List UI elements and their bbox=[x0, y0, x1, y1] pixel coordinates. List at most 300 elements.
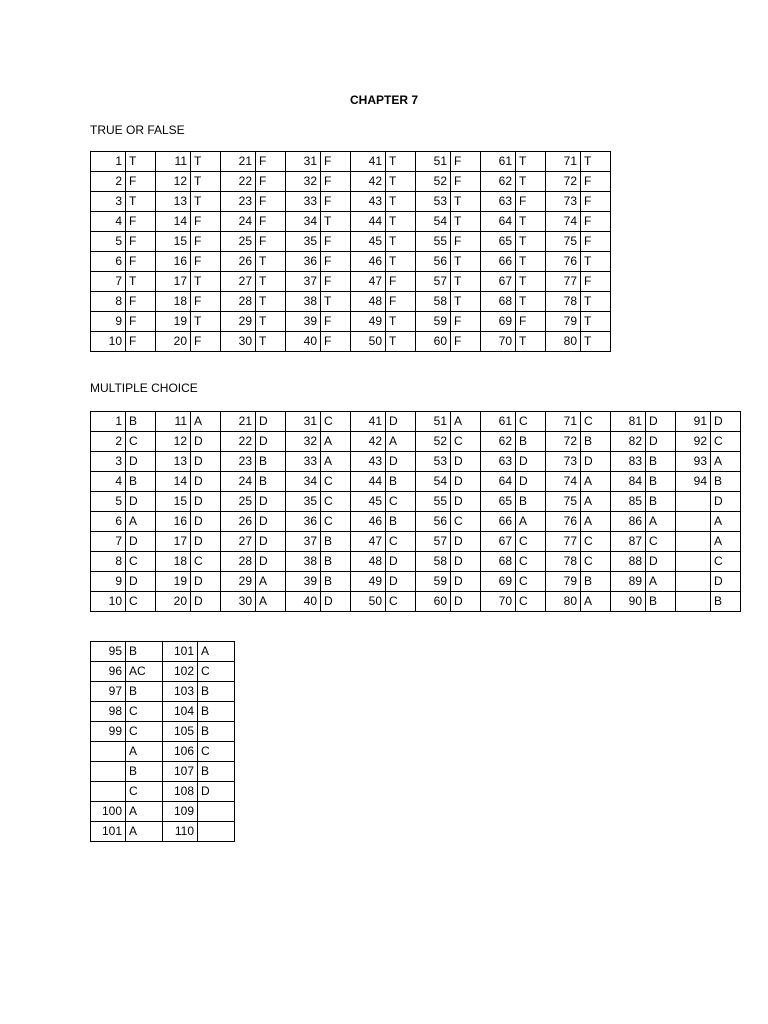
question-number: 58 bbox=[416, 552, 451, 572]
question-number: 83 bbox=[611, 452, 646, 472]
answer-cell: D bbox=[711, 492, 741, 512]
answer-cell: C bbox=[126, 702, 163, 722]
question-number: 7 bbox=[91, 272, 126, 292]
answer-cell: F bbox=[191, 232, 221, 252]
answer-cell: B bbox=[516, 492, 546, 512]
answer-cell: F bbox=[191, 212, 221, 232]
question-number: 35 bbox=[286, 232, 321, 252]
answer-cell: C bbox=[198, 662, 235, 682]
answer-cell: A bbox=[581, 592, 611, 612]
answer-cell: A bbox=[321, 432, 351, 452]
answer-row bbox=[91, 822, 235, 842]
answer-cell: D bbox=[126, 572, 156, 592]
answer-cell: T bbox=[516, 212, 546, 232]
answer-cell: C bbox=[321, 492, 351, 512]
question-number: 62 bbox=[481, 432, 516, 452]
answer-row bbox=[91, 682, 235, 702]
question-number: 53 bbox=[416, 452, 451, 472]
answer-cell: F bbox=[256, 152, 286, 172]
answer-cell: D bbox=[516, 452, 546, 472]
question-number: 70 bbox=[481, 592, 516, 612]
answer-cell: AC bbox=[126, 662, 163, 682]
answer-cell: B bbox=[126, 472, 156, 492]
question-number: 64 bbox=[481, 212, 516, 232]
question-number: 105 bbox=[163, 722, 198, 742]
answer-cell: C bbox=[126, 432, 156, 452]
answer-cell: D bbox=[256, 412, 286, 432]
question-number: 99 bbox=[91, 722, 126, 742]
answer-cell: D bbox=[451, 552, 481, 572]
answer-cell: T bbox=[256, 292, 286, 312]
question-number: 15 bbox=[156, 232, 191, 252]
question-number: 37 bbox=[286, 532, 321, 552]
question-number: 32 bbox=[286, 432, 321, 452]
answer-cell: T bbox=[256, 252, 286, 272]
question-number: 71 bbox=[546, 152, 581, 172]
answer-row bbox=[91, 642, 235, 662]
answer-cell: A bbox=[646, 572, 676, 592]
question-number: 6 bbox=[91, 512, 126, 532]
answer-cell: D bbox=[191, 452, 221, 472]
question-number: 46 bbox=[351, 512, 386, 532]
answer-cell: C bbox=[321, 412, 351, 432]
question-number: 50 bbox=[351, 592, 386, 612]
answer-cell: D bbox=[516, 472, 546, 492]
question-number: 23 bbox=[221, 192, 256, 212]
question-number: 5 bbox=[91, 232, 126, 252]
question-number: 44 bbox=[351, 212, 386, 232]
question-number: 66 bbox=[481, 252, 516, 272]
question-number: 36 bbox=[286, 512, 321, 532]
answer-cell: D bbox=[191, 472, 221, 492]
question-number: 72 bbox=[546, 432, 581, 452]
question-number: 8 bbox=[91, 552, 126, 572]
answer-row bbox=[91, 252, 611, 272]
answer-cell: D bbox=[646, 412, 676, 432]
question-number: 85 bbox=[611, 492, 646, 512]
answer-cell: A bbox=[321, 452, 351, 472]
question-number: 11 bbox=[156, 412, 191, 432]
question-number: 3 bbox=[91, 452, 126, 472]
question-number: 68 bbox=[481, 292, 516, 312]
question-number: 73 bbox=[546, 452, 581, 472]
question-number: 42 bbox=[351, 172, 386, 192]
question-number: 7 bbox=[91, 532, 126, 552]
answer-cell: B bbox=[386, 512, 416, 532]
answer-cell: F bbox=[321, 152, 351, 172]
question-number: 41 bbox=[351, 152, 386, 172]
answer-cell: D bbox=[451, 472, 481, 492]
answer-cell: C bbox=[126, 722, 163, 742]
question-number: 98 bbox=[91, 702, 126, 722]
question-number: 82 bbox=[611, 432, 646, 452]
question-number: 20 bbox=[156, 332, 191, 352]
answer-cell: F bbox=[451, 312, 481, 332]
question-number: 22 bbox=[221, 172, 256, 192]
answer-cell: C bbox=[711, 552, 741, 572]
answer-cell: D bbox=[646, 552, 676, 572]
question-number: 34 bbox=[286, 212, 321, 232]
question-number: 97 bbox=[91, 682, 126, 702]
answer-cell: F bbox=[191, 332, 221, 352]
question-number: 34 bbox=[286, 472, 321, 492]
answer-cell: C bbox=[516, 412, 546, 432]
question-number: 15 bbox=[156, 492, 191, 512]
answer-cell: D bbox=[126, 492, 156, 512]
answer-cell: F bbox=[321, 192, 351, 212]
question-number: 69 bbox=[481, 312, 516, 332]
question-number: 19 bbox=[156, 572, 191, 592]
answer-row bbox=[91, 152, 611, 172]
answer-row bbox=[91, 472, 741, 492]
question-number: 107 bbox=[163, 762, 198, 782]
answer-cell: F bbox=[256, 232, 286, 252]
answer-cell: T bbox=[386, 152, 416, 172]
question-number: 51 bbox=[416, 152, 451, 172]
question-number: 37 bbox=[286, 272, 321, 292]
answer-cell: T bbox=[451, 272, 481, 292]
question-number: 30 bbox=[221, 332, 256, 352]
answer-cell: T bbox=[581, 152, 611, 172]
answer-cell: B bbox=[126, 642, 163, 662]
answer-cell: A bbox=[126, 512, 156, 532]
answer-cell: C bbox=[646, 532, 676, 552]
answer-cell: T bbox=[256, 312, 286, 332]
question-number: 65 bbox=[481, 232, 516, 252]
question-number: 4 bbox=[91, 212, 126, 232]
answer-row bbox=[91, 722, 235, 742]
question-number: 72 bbox=[546, 172, 581, 192]
answer-cell: B bbox=[386, 472, 416, 492]
question-number: 45 bbox=[351, 492, 386, 512]
question-number: 73 bbox=[546, 192, 581, 212]
question-number: 30 bbox=[221, 592, 256, 612]
answer-cell: F bbox=[321, 252, 351, 272]
answer-cell: D bbox=[451, 452, 481, 472]
question-number: 20 bbox=[156, 592, 191, 612]
question-number: 63 bbox=[481, 452, 516, 472]
question-number: 56 bbox=[416, 252, 451, 272]
answer-cell: T bbox=[191, 312, 221, 332]
question-number: 9 bbox=[91, 572, 126, 592]
answer-cell: A bbox=[581, 512, 611, 532]
question-number: 100 bbox=[91, 802, 126, 822]
answer-cell: F bbox=[256, 192, 286, 212]
answer-cell: F bbox=[321, 232, 351, 252]
question-number: 61 bbox=[481, 412, 516, 432]
question-number bbox=[676, 592, 711, 612]
question-number: 9 bbox=[91, 312, 126, 332]
question-number: 52 bbox=[416, 172, 451, 192]
answer-cell: A bbox=[256, 572, 286, 592]
answer-cell: A bbox=[126, 742, 163, 762]
answer-cell: D bbox=[191, 572, 221, 592]
answer-cell: C bbox=[711, 432, 741, 452]
answer-cell: B bbox=[198, 762, 235, 782]
answer-cell: F bbox=[126, 172, 156, 192]
answer-cell: F bbox=[451, 152, 481, 172]
answer-cell: D bbox=[126, 532, 156, 552]
answer-row bbox=[91, 212, 611, 232]
question-number: 78 bbox=[546, 292, 581, 312]
answer-cell: T bbox=[516, 272, 546, 292]
question-number: 13 bbox=[156, 192, 191, 212]
answer-cell: F bbox=[581, 232, 611, 252]
question-number: 36 bbox=[286, 252, 321, 272]
answer-cell: F bbox=[451, 232, 481, 252]
question-number: 90 bbox=[611, 592, 646, 612]
question-number: 102 bbox=[163, 662, 198, 682]
answer-cell: D bbox=[191, 512, 221, 532]
answer-cell: C bbox=[321, 512, 351, 532]
question-number: 60 bbox=[416, 332, 451, 352]
answer-cell: T bbox=[451, 192, 481, 212]
answer-cell: C bbox=[516, 532, 546, 552]
answer-cell: B bbox=[126, 412, 156, 432]
answer-cell: D bbox=[256, 532, 286, 552]
answer-cell: T bbox=[321, 292, 351, 312]
answer-cell: T bbox=[256, 332, 286, 352]
question-number: 76 bbox=[546, 252, 581, 272]
question-number bbox=[91, 782, 126, 802]
answer-row bbox=[91, 742, 235, 762]
question-number: 17 bbox=[156, 532, 191, 552]
question-number: 33 bbox=[286, 192, 321, 212]
question-number: 64 bbox=[481, 472, 516, 492]
question-number: 110 bbox=[163, 822, 198, 842]
answer-row bbox=[91, 452, 741, 472]
question-number: 19 bbox=[156, 312, 191, 332]
question-number: 54 bbox=[416, 212, 451, 232]
answer-cell: C bbox=[126, 592, 156, 612]
question-number: 5 bbox=[91, 492, 126, 512]
question-number: 79 bbox=[546, 572, 581, 592]
question-number: 45 bbox=[351, 232, 386, 252]
answer-cell bbox=[198, 802, 235, 822]
answer-cell: F bbox=[516, 312, 546, 332]
question-number: 46 bbox=[351, 252, 386, 272]
answer-cell: B bbox=[126, 682, 163, 702]
question-number: 13 bbox=[156, 452, 191, 472]
question-number: 79 bbox=[546, 312, 581, 332]
answer-cell: T bbox=[451, 292, 481, 312]
question-number: 55 bbox=[416, 492, 451, 512]
answer-cell: B bbox=[646, 492, 676, 512]
question-number: 77 bbox=[546, 532, 581, 552]
question-number: 106 bbox=[163, 742, 198, 762]
question-number: 78 bbox=[546, 552, 581, 572]
answer-cell: B bbox=[646, 592, 676, 612]
question-number: 92 bbox=[676, 432, 711, 452]
question-number: 42 bbox=[351, 432, 386, 452]
question-number: 38 bbox=[286, 292, 321, 312]
answer-cell: F bbox=[516, 192, 546, 212]
answer-cell: T bbox=[126, 272, 156, 292]
answer-row bbox=[91, 512, 741, 532]
question-number: 50 bbox=[351, 332, 386, 352]
answer-cell: F bbox=[191, 292, 221, 312]
answer-cell: T bbox=[516, 152, 546, 172]
answer-row bbox=[91, 312, 611, 332]
question-number: 10 bbox=[91, 592, 126, 612]
answer-cell: B bbox=[256, 472, 286, 492]
question-number: 21 bbox=[221, 152, 256, 172]
answer-cell: C bbox=[321, 472, 351, 492]
question-number: 67 bbox=[481, 532, 516, 552]
answer-cell: B bbox=[126, 762, 163, 782]
answer-cell: B bbox=[581, 432, 611, 452]
answer-cell: F bbox=[256, 172, 286, 192]
question-number: 14 bbox=[156, 212, 191, 232]
answer-cell: D bbox=[711, 412, 741, 432]
answer-cell: T bbox=[126, 152, 156, 172]
answer-row bbox=[91, 782, 235, 802]
question-number: 31 bbox=[286, 412, 321, 432]
answer-cell: T bbox=[386, 332, 416, 352]
answer-cell: F bbox=[581, 272, 611, 292]
answer-row bbox=[91, 292, 611, 312]
question-number: 43 bbox=[351, 452, 386, 472]
answer-cell: D bbox=[386, 412, 416, 432]
answer-cell: F bbox=[451, 332, 481, 352]
question-number: 104 bbox=[163, 702, 198, 722]
answer-cell: D bbox=[321, 592, 351, 612]
question-number: 80 bbox=[546, 332, 581, 352]
question-number: 12 bbox=[156, 172, 191, 192]
answer-cell: F bbox=[321, 312, 351, 332]
question-number: 101 bbox=[91, 822, 126, 842]
question-number: 18 bbox=[156, 292, 191, 312]
answer-cell: T bbox=[386, 312, 416, 332]
question-number: 12 bbox=[156, 432, 191, 452]
answer-cell: A bbox=[126, 802, 163, 822]
answer-cell: T bbox=[516, 292, 546, 312]
question-number: 24 bbox=[221, 212, 256, 232]
answer-cell: A bbox=[256, 592, 286, 612]
question-number: 93 bbox=[676, 452, 711, 472]
answer-cell: C bbox=[516, 572, 546, 592]
question-number: 87 bbox=[611, 532, 646, 552]
question-number: 28 bbox=[221, 292, 256, 312]
question-number: 89 bbox=[611, 572, 646, 592]
answer-row bbox=[91, 412, 741, 432]
question-number: 44 bbox=[351, 472, 386, 492]
answer-cell: F bbox=[321, 332, 351, 352]
question-number: 1 bbox=[91, 152, 126, 172]
answer-cell: A bbox=[451, 412, 481, 432]
answer-cell: D bbox=[126, 452, 156, 472]
question-number: 49 bbox=[351, 312, 386, 332]
question-number: 71 bbox=[546, 412, 581, 432]
question-number: 39 bbox=[286, 572, 321, 592]
answer-cell: C bbox=[198, 742, 235, 762]
answer-cell: F bbox=[256, 212, 286, 232]
question-number: 95 bbox=[91, 642, 126, 662]
answer-cell: D bbox=[191, 432, 221, 452]
question-number: 57 bbox=[416, 272, 451, 292]
answer-cell: T bbox=[126, 192, 156, 212]
answer-cell: C bbox=[581, 552, 611, 572]
answer-cell: F bbox=[386, 272, 416, 292]
question-number: 70 bbox=[481, 332, 516, 352]
answer-cell: A bbox=[711, 512, 741, 532]
answer-cell: C bbox=[386, 532, 416, 552]
question-number: 59 bbox=[416, 312, 451, 332]
answer-cell: D bbox=[386, 552, 416, 572]
answer-cell: T bbox=[516, 332, 546, 352]
question-number bbox=[676, 552, 711, 572]
question-number: 88 bbox=[611, 552, 646, 572]
question-number: 51 bbox=[416, 412, 451, 432]
question-number bbox=[676, 512, 711, 532]
question-number: 48 bbox=[351, 552, 386, 572]
answer-cell: B bbox=[321, 572, 351, 592]
question-number: 17 bbox=[156, 272, 191, 292]
question-number: 61 bbox=[481, 152, 516, 172]
answer-cell: F bbox=[126, 232, 156, 252]
answer-cell: B bbox=[321, 532, 351, 552]
question-number: 40 bbox=[286, 592, 321, 612]
answer-cell: D bbox=[191, 592, 221, 612]
question-number: 14 bbox=[156, 472, 191, 492]
question-number: 68 bbox=[481, 552, 516, 572]
answer-cell: T bbox=[581, 312, 611, 332]
answer-cell: C bbox=[126, 552, 156, 572]
answer-cell: C bbox=[386, 492, 416, 512]
answer-cell: D bbox=[451, 592, 481, 612]
answer-cell: F bbox=[581, 172, 611, 192]
question-number: 109 bbox=[163, 802, 198, 822]
question-number bbox=[91, 742, 126, 762]
question-number: 25 bbox=[221, 232, 256, 252]
question-number: 75 bbox=[546, 232, 581, 252]
question-number: 76 bbox=[546, 512, 581, 532]
answer-cell: T bbox=[191, 152, 221, 172]
question-number: 49 bbox=[351, 572, 386, 592]
answer-cell: A bbox=[198, 642, 235, 662]
answer-row bbox=[91, 432, 741, 452]
multiple-choice-heading: MULTIPLE CHOICE bbox=[90, 381, 198, 395]
answer-cell: C bbox=[581, 532, 611, 552]
answer-cell: D bbox=[386, 572, 416, 592]
answer-cell: F bbox=[191, 252, 221, 272]
answer-cell: T bbox=[386, 212, 416, 232]
answer-cell: F bbox=[386, 292, 416, 312]
answer-cell: A bbox=[711, 452, 741, 472]
question-number: 29 bbox=[221, 312, 256, 332]
answer-row bbox=[91, 492, 741, 512]
answer-cell: A bbox=[386, 432, 416, 452]
answer-cell: F bbox=[451, 172, 481, 192]
question-number: 16 bbox=[156, 252, 191, 272]
answer-cell: D bbox=[581, 452, 611, 472]
question-number: 21 bbox=[221, 412, 256, 432]
answer-row bbox=[91, 662, 235, 682]
question-number: 1 bbox=[91, 412, 126, 432]
question-number: 27 bbox=[221, 532, 256, 552]
question-number: 53 bbox=[416, 192, 451, 212]
answer-cell: F bbox=[126, 292, 156, 312]
question-number: 22 bbox=[221, 432, 256, 452]
answer-cell: B bbox=[198, 722, 235, 742]
question-number: 77 bbox=[546, 272, 581, 292]
question-number: 57 bbox=[416, 532, 451, 552]
answer-row bbox=[91, 192, 611, 212]
answer-cell: T bbox=[516, 252, 546, 272]
question-number: 94 bbox=[676, 472, 711, 492]
question-number: 8 bbox=[91, 292, 126, 312]
question-number: 29 bbox=[221, 572, 256, 592]
